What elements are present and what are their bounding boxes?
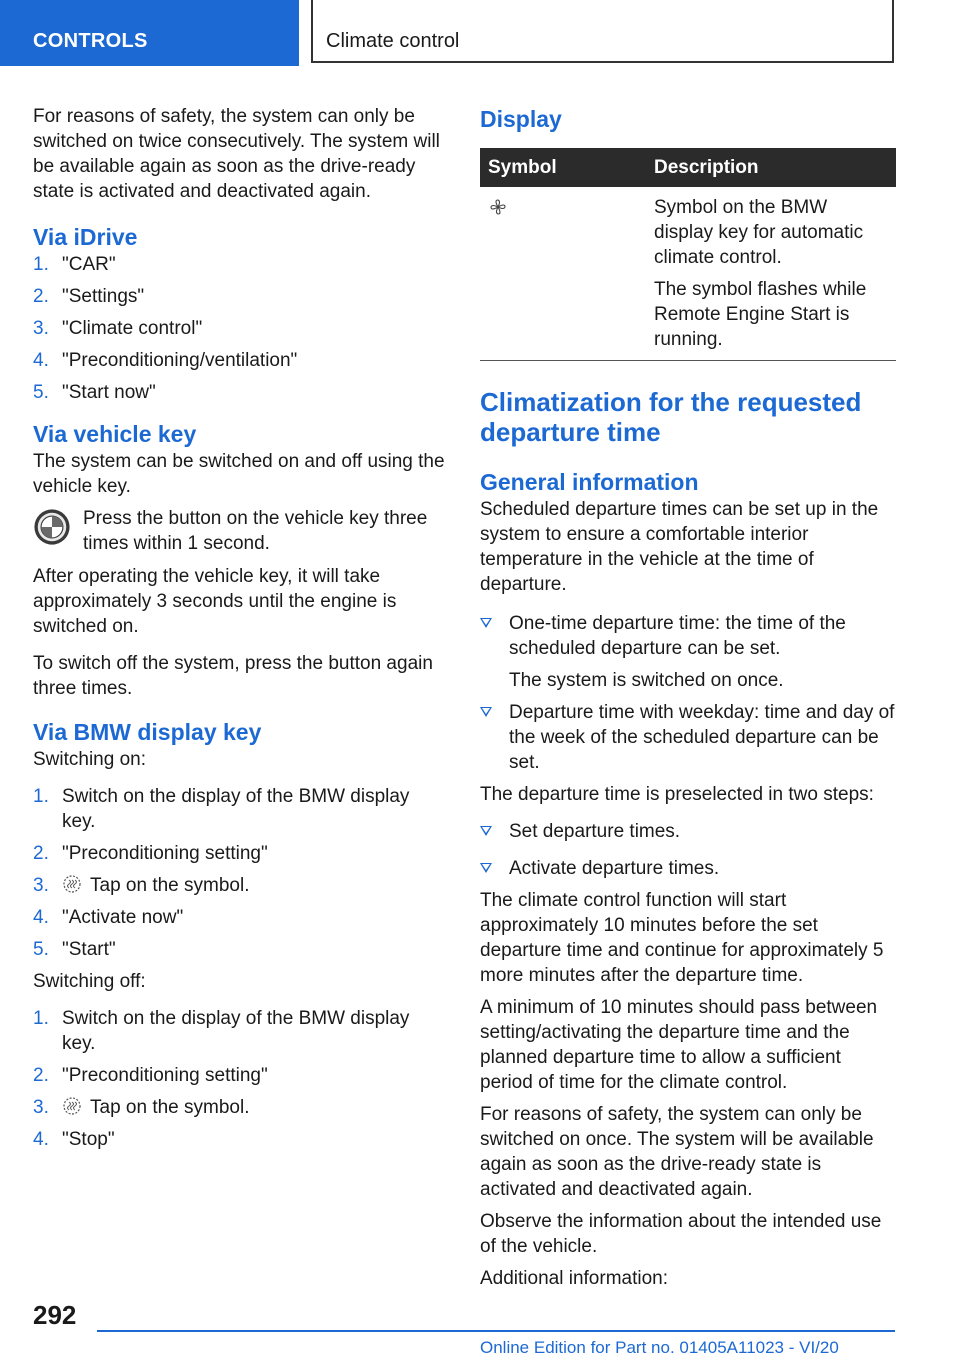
- step-text: "Preconditioning setting": [62, 1065, 268, 1086]
- step-number: 4.: [33, 907, 49, 928]
- via-display-key-heading: Via BMW display key: [33, 719, 262, 745]
- switching-off-label: Switching off:: [33, 971, 146, 992]
- bullet-text: Set departure times.: [509, 821, 681, 842]
- list-item: [33, 841, 448, 866]
- step-number: 2.: [33, 843, 49, 864]
- step-text: Switch on the display of the BMW display key.: [62, 1008, 410, 1054]
- list-item: [33, 1063, 448, 1088]
- list-item: [33, 380, 448, 405]
- footer-divider: [97, 1330, 895, 1332]
- departure-types-list: [480, 611, 896, 775]
- switch-on-steps: [33, 784, 448, 962]
- bullet-text: One-time departure time: the time of the scheduled departure can be set.: [509, 613, 846, 659]
- list-item: [480, 700, 896, 775]
- triangle-bullet-icon: [480, 826, 492, 836]
- step-text: "CAR": [62, 254, 116, 275]
- description-text: The symbol flashes while Remote Engine Start is running.: [654, 279, 867, 350]
- switch-off-paragraph: To switch off the system, press the button again three times.: [33, 653, 433, 699]
- symbol-table: [480, 148, 896, 361]
- right-column: [480, 104, 896, 1298]
- list-item: [33, 1006, 448, 1056]
- description-text: Symbol on the BMW display key for automatic climate control.: [654, 197, 864, 268]
- via-idrive-heading: Via iDrive: [33, 224, 138, 250]
- idrive-steps: [33, 252, 448, 405]
- step-number: 3.: [33, 318, 49, 339]
- table-row: [480, 187, 896, 361]
- step-number: 2.: [33, 286, 49, 307]
- bmw-logo-icon: [33, 508, 71, 546]
- symbol-column-header: Symbol: [480, 148, 646, 187]
- step-text: "Settings": [62, 286, 145, 307]
- climate-symbol-icon: [62, 874, 82, 894]
- chapter-title: Climate control: [326, 30, 460, 52]
- step-text: "Start now": [62, 382, 156, 403]
- display-heading: Display: [480, 106, 562, 132]
- bullet-text: Departure time with weekday: time and day of the week of the scheduled departure can be set.: [509, 702, 895, 773]
- step-text: Tap on the symbol.: [90, 875, 250, 896]
- step-text: Tap on the symbol.: [90, 1097, 250, 1118]
- step-number: 1.: [33, 1008, 49, 1029]
- list-item: [33, 937, 448, 962]
- chapter-box: [311, 0, 894, 63]
- general-information-heading: General information: [480, 469, 699, 495]
- list-item: [33, 873, 448, 898]
- step-text: "Start": [62, 939, 116, 960]
- climatization-heading: Climatization for the requested departure time: [480, 387, 862, 447]
- step-number: 1.: [33, 786, 49, 807]
- step-number: 3.: [33, 875, 49, 896]
- list-item: [480, 611, 896, 693]
- key-operation-paragraph: After operating the vehicle key, it will take approximately 3 seconds until the engine is switched on.: [33, 566, 397, 637]
- climate-symbol-icon: [62, 1096, 82, 1116]
- list-item: [33, 284, 448, 309]
- list-item: [33, 905, 448, 930]
- page-header: [0, 0, 960, 66]
- triangle-bullet-icon: [480, 618, 492, 628]
- fan-icon: [488, 197, 508, 217]
- step-text: "Preconditioning setting": [62, 843, 268, 864]
- additional-info-label: Additional information:: [480, 1268, 668, 1289]
- step-text: "Climate control": [62, 318, 203, 339]
- step-number: 5.: [33, 382, 49, 403]
- left-column: [33, 104, 448, 1159]
- steps-list: [480, 819, 896, 881]
- preselect-paragraph: The departure time is preselected in two steps:: [480, 784, 874, 805]
- list-item: [33, 348, 448, 373]
- switching-on-label: Switching on:: [33, 749, 147, 770]
- via-key-heading: Via vehicle key: [33, 421, 197, 447]
- triangle-bullet-icon: [480, 863, 492, 873]
- description-column-header: Description: [646, 148, 896, 187]
- step-number: 4.: [33, 350, 49, 371]
- step-text: "Activate now": [62, 907, 184, 928]
- step-number: 5.: [33, 939, 49, 960]
- minimum-paragraph: A minimum of 10 minutes should pass between setting/activating the departure time and the planned departure time to allow a sufficient period of time for the climate control.: [480, 997, 878, 1093]
- timing-paragraph: The climate control function will start approximately 10 minutes before the set departure time and continue for approximately 5 more minutes after the departure time.: [480, 890, 884, 986]
- list-item: [33, 784, 448, 834]
- list-item: [480, 819, 896, 844]
- description-cell: [646, 187, 896, 361]
- list-item: [33, 252, 448, 277]
- page-number: 292: [33, 1300, 77, 1330]
- intended-use-paragraph: Observe the information about the intended use of the vehicle.: [480, 1211, 882, 1257]
- step-number: 3.: [33, 1097, 49, 1118]
- via-key-paragraph: The system can be switched on and off using the vehicle key.: [33, 451, 445, 497]
- intro-paragraph: For reasons of safety, the system can only be switched on twice consecutively. The system will be available again as soon as the drive-ready state is activated and deactivated again.: [33, 106, 440, 202]
- list-item: [33, 1095, 448, 1120]
- section-title: CONTROLS: [33, 30, 148, 52]
- triangle-bullet-icon: [480, 707, 492, 717]
- list-item: [480, 856, 896, 881]
- symbol-cell: [480, 187, 646, 361]
- bullet-text: Activate departure times.: [509, 858, 720, 879]
- list-item: [33, 316, 448, 341]
- key-note-block: [33, 506, 448, 556]
- bullet-subtext: The system is switched on once.: [509, 670, 784, 691]
- safety-paragraph: For reasons of safety, the system can only be switched on once. The system will be available again as soon as the drive-ready state is activated and deactivated again.: [480, 1104, 874, 1200]
- step-number: 2.: [33, 1065, 49, 1086]
- section-tab: [0, 0, 299, 66]
- step-number: 1.: [33, 254, 49, 275]
- step-text: "Stop": [62, 1129, 115, 1150]
- step-text: Switch on the display of the BMW display key.: [62, 786, 410, 832]
- list-item: [33, 1127, 448, 1152]
- switch-off-steps: [33, 1006, 448, 1152]
- general-paragraph: Scheduled departure times can be set up in the system to ensure a comfortable interior temperature in the vehicle at the time of departure.: [480, 499, 879, 595]
- edition-text: Online Edition for Part no. 01405A11023 - VI/20: [480, 1338, 839, 1357]
- step-text: "Preconditioning/ventilation": [62, 350, 298, 371]
- key-note-text: Press the button on the vehicle key three times within 1 second.: [83, 508, 428, 554]
- step-number: 4.: [33, 1129, 49, 1150]
